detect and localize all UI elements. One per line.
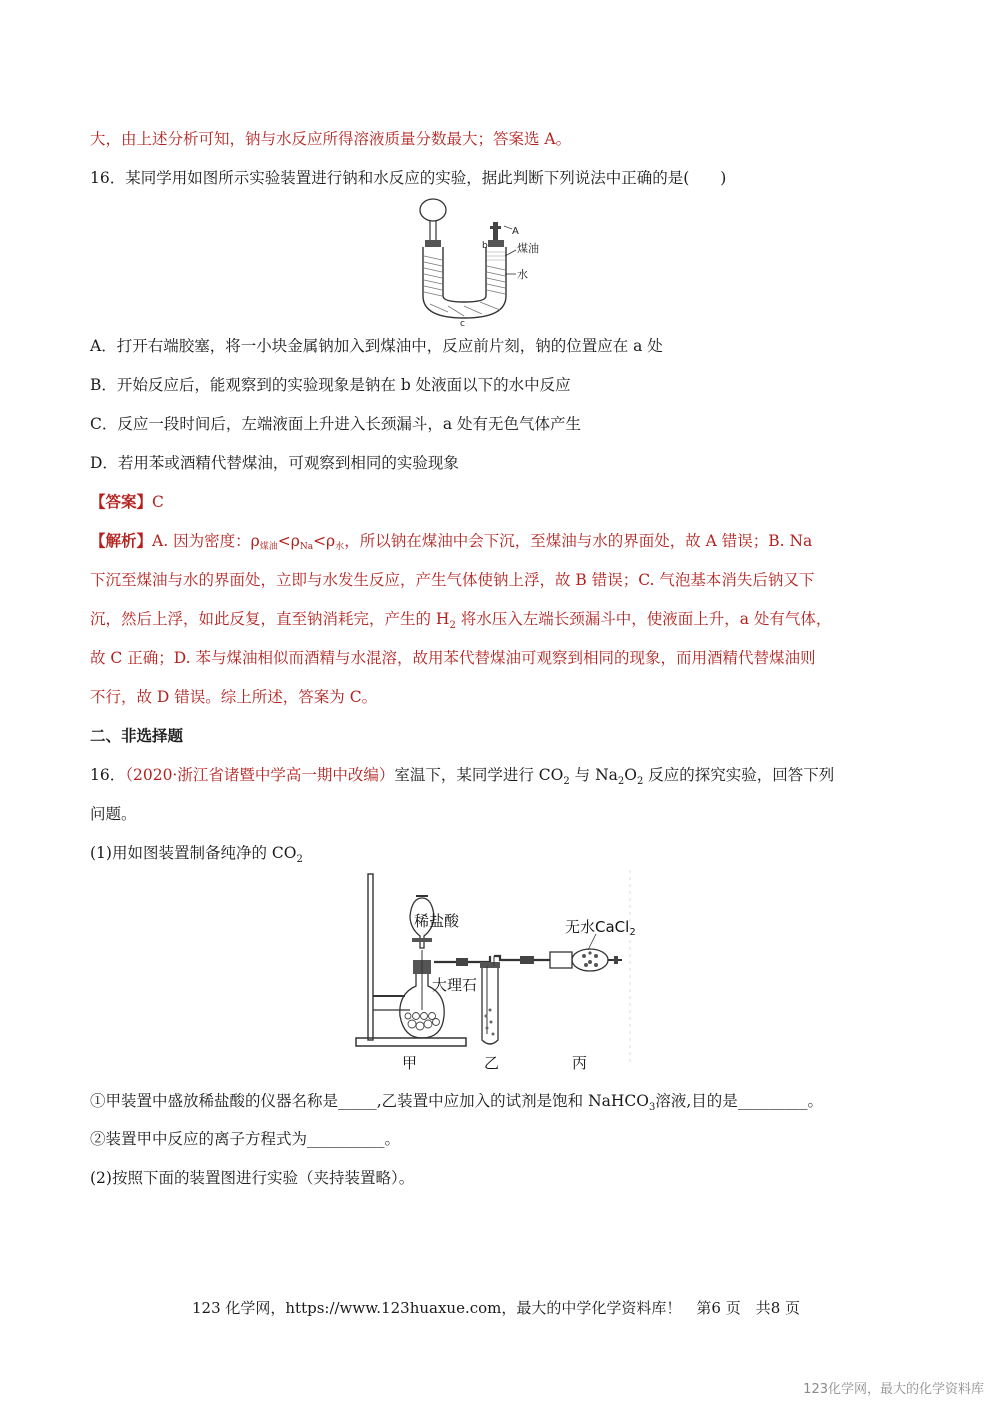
page-footer: 123 化学网，https://www.123huaxue.com，最大的中学化学资料库！ 第6 页 共8 页 [191, 1299, 801, 1317]
label-cacl2: 无水CaCl$_2$ [565, 918, 636, 938]
sub: 2 [296, 854, 303, 865]
label-yi: 乙 [484, 1054, 500, 1072]
sub: 3 [649, 1102, 656, 1113]
label-jia: 甲 [402, 1054, 418, 1072]
answer-value: C [152, 493, 164, 511]
option-a: A．打开右端胶塞，将一小块金属钠加入到煤油中，反应前片刻，钠的位置应在 a 处 [90, 337, 663, 355]
sub-water: 水 [335, 542, 345, 552]
watermark: 123化学网，最大的化学资料库 [803, 1382, 984, 1397]
analysis-line-4: 故 C 正确；D. 苯与煤油相似而酒精与水混溶，故用苯代替煤油可观察到相同的现象，而用酒精代替煤油则 [90, 649, 816, 667]
q16b-part-1 [90, 842, 303, 871]
option-d: D．若用苯或酒精代替煤油，可观察到相同的实验现象 [90, 454, 459, 472]
q16b-stem-line-2: 问题。 [90, 805, 137, 823]
q16-stem: 16．某同学用如图所示实验装置进行钠和水反应的实验，据此判断下列说法中正确的是( ) [90, 169, 727, 187]
co2-apparatus-figure [350, 870, 640, 1075]
sub1-text: 溶液,目的是_________。 [655, 1092, 824, 1110]
analysis-text: <ρ [313, 532, 336, 550]
label-marble: 大理石 [432, 976, 478, 994]
analysis-text: ，所以钠在煤油中会下沉，至煤油与水的界面处，故 A 错误；B. Na [344, 532, 813, 550]
sub1-text: ①甲装置中盛放稀盐酸的仪器名称是_____,乙装置中应加入的试剂是饱和 NaHCO [90, 1092, 649, 1110]
analysis-tag: 【解析】 [90, 531, 153, 550]
q16b-text: O [624, 766, 637, 784]
q16b-part-2: (2)按照下面的装置图进行实验（夹持装置略）。 [90, 1169, 415, 1187]
analysis-text: 将水压入左端长颈漏斗中，使液面上升，a 处有气体， [455, 610, 832, 628]
q16b-text: 与 Na [569, 766, 618, 784]
analysis-text: A. 因为密度：ρ [152, 532, 260, 550]
sub: 2 [637, 776, 644, 787]
analysis-line-2: 下沉至煤油与水的界面处，立即与水发生反应，产生气体使钠上浮，故 B 错误；C. 气泡基本消失后钠又下 [90, 571, 815, 589]
q15-conclusion: 大，由上述分析可知，钠与水反应所得溶液质量分数最大；答案选 A。 [90, 130, 572, 148]
analysis-text: <ρ [277, 532, 300, 550]
section-title: 二、非选择题 [90, 726, 184, 745]
label-bing: 丙 [572, 1054, 588, 1072]
q16b-sub-1 [90, 1090, 823, 1119]
analysis-line-5: 不行，故 D 错误。综上所述，答案为 C。 [90, 688, 378, 706]
q16b-number: 16． [90, 766, 126, 784]
analysis-line-3 [90, 608, 831, 637]
q16b-stem-line-1 [90, 764, 834, 793]
sub: 2 [563, 776, 570, 787]
label-kerosene: 煤油 [517, 242, 539, 255]
option-b: B．开始反应后，能观察到的实验现象是钠在 b 处液面以下的水中反应 [90, 376, 571, 394]
analysis-text: 沉，然后上浮，如此反复，直至钠消耗完，产生的 H [90, 610, 450, 628]
sub: 2 [617, 776, 625, 787]
option-c: C．反应一段时间后，左端液面上升进入长颈漏斗，a 处有无色气体产生 [90, 415, 582, 433]
label-c: c [460, 319, 465, 326]
q16b-source: （2020·浙江省诸暨中学高一期中改编） [125, 766, 395, 784]
q16b-text: 室温下，某同学进行 CO [394, 766, 564, 784]
part1-text: (1)用如图装置制备纯净的 CO [90, 844, 297, 862]
label-a: A [512, 226, 519, 237]
answer-line [90, 491, 164, 513]
answer-tag: 【答案】 [90, 492, 153, 511]
q16b-sub-2: ②装置甲中反应的离子方程式为__________。 [90, 1130, 401, 1148]
label-water: 水 [517, 268, 528, 281]
label-dilute-hcl: 稀盐酸 [414, 912, 460, 930]
q16b-text: 反应的探究实验，回答下列 [643, 766, 835, 784]
sub-kerosene: 煤油 [259, 542, 278, 552]
analysis-line-1 [90, 530, 812, 558]
u-tube-figure [408, 196, 558, 326]
label-b: b [482, 241, 488, 251]
sub-na: Na [299, 542, 314, 552]
sub-h2: 2 [449, 620, 456, 631]
